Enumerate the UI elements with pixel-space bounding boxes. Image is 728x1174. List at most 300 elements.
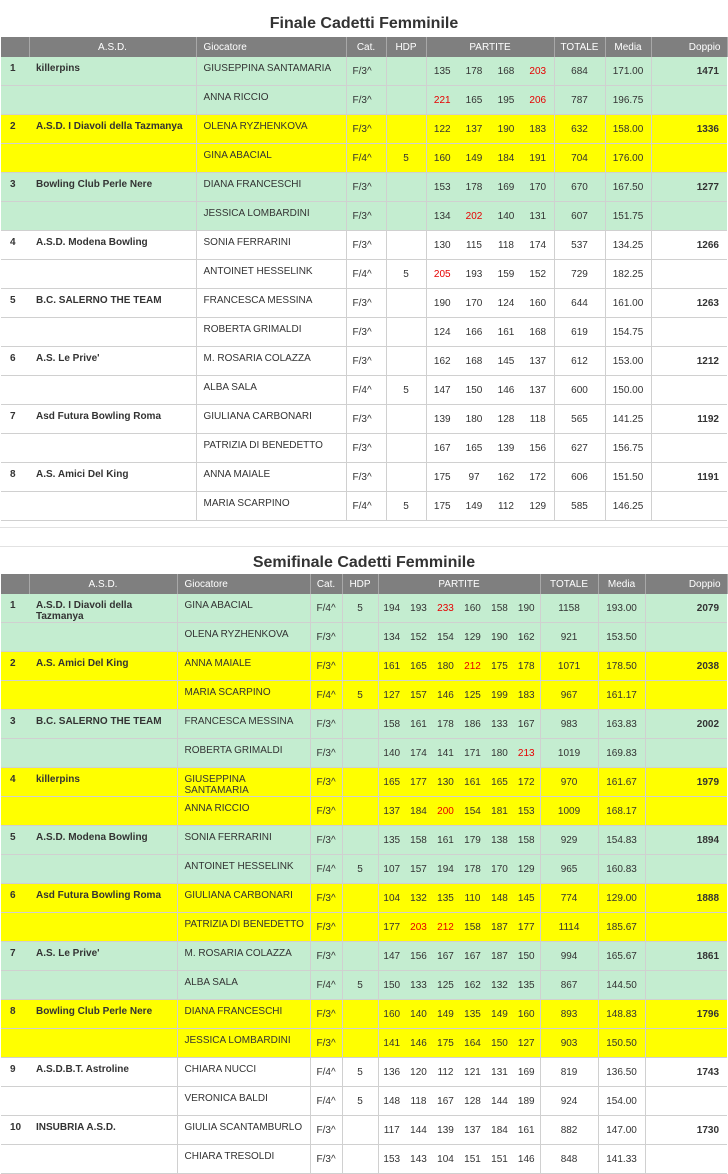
finale-header-row	[1, 37, 727, 57]
team-name: A.S.D. Modena Bowling	[29, 826, 177, 855]
table-row	[1, 681, 727, 710]
player-average: 161.17	[598, 681, 645, 710]
player-average: 144.50	[598, 971, 645, 1000]
game-score: 160	[426, 144, 458, 173]
game-score: 160	[378, 1000, 405, 1029]
team-name: INSUBRIA A.S.D.	[29, 1116, 177, 1145]
team-position	[1, 434, 29, 463]
game-score: 203	[405, 913, 432, 942]
player-name: SONIA FERRARINI	[196, 231, 346, 260]
player-handicap	[386, 57, 426, 86]
team-position: 3	[1, 710, 29, 739]
game-score: 167	[432, 942, 459, 971]
player-category: F/4^	[310, 1087, 342, 1116]
team-position	[1, 376, 29, 405]
player-handicap: 5	[342, 971, 378, 1000]
semifinale-header-doppio: Doppio	[645, 574, 727, 594]
player-handicap	[342, 652, 378, 681]
player-handicap: 5	[342, 1087, 378, 1116]
team-doppio: 1212	[651, 347, 727, 376]
table-row	[1, 202, 727, 231]
player-name: FRANCESCA MESSINA	[196, 289, 346, 318]
game-score: 170	[522, 173, 554, 202]
game-score: 168	[490, 57, 522, 86]
player-category: F/3^	[310, 1145, 342, 1174]
player-category: F/3^	[310, 826, 342, 855]
game-score: 128	[490, 405, 522, 434]
game-score: 158	[486, 594, 513, 623]
team-name: A.S. Amici Del King	[29, 463, 196, 492]
game-score: 158	[405, 826, 432, 855]
team-doppio: 1336	[651, 115, 727, 144]
player-total: 983	[540, 710, 598, 739]
team-name	[29, 260, 196, 289]
player-name: ALBA SALA	[196, 376, 346, 405]
player-total: 924	[540, 1087, 598, 1116]
player-average: 154.00	[598, 1087, 645, 1116]
player-category: F/4^	[310, 855, 342, 884]
player-total: 684	[554, 57, 605, 86]
player-category: F/4^	[310, 594, 342, 623]
player-category: F/3^	[310, 884, 342, 913]
table-row	[1, 376, 727, 405]
player-total: 1019	[540, 739, 598, 768]
player-total: 929	[540, 826, 598, 855]
game-score: 104	[432, 1145, 459, 1174]
game-score: 157	[405, 681, 432, 710]
game-score: 132	[405, 884, 432, 913]
team-name	[29, 86, 196, 115]
player-total: 537	[554, 231, 605, 260]
player-name: GIULIANA CARBONARI	[196, 405, 346, 434]
game-score: 169	[513, 1058, 540, 1087]
player-average: 161.00	[605, 289, 651, 318]
player-total: 585	[554, 492, 605, 521]
game-score: 199	[486, 681, 513, 710]
player-total: 903	[540, 1029, 598, 1058]
game-score: 125	[459, 681, 486, 710]
game-score: 161	[432, 826, 459, 855]
player-category: F/3^	[310, 623, 342, 652]
game-score: 134	[378, 623, 405, 652]
player-average: 150.00	[605, 376, 651, 405]
table-row	[1, 855, 727, 884]
table-row	[1, 768, 727, 797]
player-category: F/3^	[346, 289, 386, 318]
player-total: 787	[554, 86, 605, 115]
team-name: killerpins	[29, 57, 196, 86]
team-doppio	[645, 855, 727, 884]
game-score: 175	[426, 492, 458, 521]
player-handicap	[342, 797, 378, 826]
game-score: 180	[486, 739, 513, 768]
game-score: 175	[426, 463, 458, 492]
player-name: CHIARA NUCCI	[177, 1058, 310, 1087]
player-total: 704	[554, 144, 605, 173]
game-score: 202	[458, 202, 490, 231]
player-name: DIANA FRANCESCHI	[196, 173, 346, 202]
player-category: F/4^	[310, 681, 342, 710]
team-name	[29, 913, 177, 942]
player-total: 632	[554, 115, 605, 144]
game-score: 147	[426, 376, 458, 405]
game-score: 150	[486, 1029, 513, 1058]
table-row	[1, 594, 727, 623]
game-score: 152	[405, 623, 432, 652]
player-total: 607	[554, 202, 605, 231]
player-average: 148.83	[598, 1000, 645, 1029]
game-score: 136	[378, 1058, 405, 1087]
team-position	[1, 739, 29, 768]
game-score: 164	[459, 1029, 486, 1058]
player-category: F/3^	[346, 231, 386, 260]
player-category: F/3^	[346, 434, 386, 463]
game-score: 158	[459, 913, 486, 942]
team-doppio: 1471	[651, 57, 727, 86]
team-doppio: 1192	[651, 405, 727, 434]
player-name: ANNA MAIALE	[196, 463, 346, 492]
player-handicap	[386, 115, 426, 144]
game-score: 177	[513, 913, 540, 942]
semifinale-title: Semifinale Cadetti Femminile	[252, 554, 476, 571]
team-position: 8	[1, 463, 29, 492]
player-total: 867	[540, 971, 598, 1000]
game-score: 213	[513, 739, 540, 768]
player-handicap: 5	[386, 492, 426, 521]
table-row	[1, 913, 727, 942]
game-score: 148	[486, 884, 513, 913]
player-total: 994	[540, 942, 598, 971]
table-row	[1, 1000, 727, 1029]
team-doppio: 1266	[651, 231, 727, 260]
table-row	[1, 434, 727, 463]
game-score: 139	[490, 434, 522, 463]
game-score: 178	[459, 855, 486, 884]
player-name: GIUSEPPINA SANTAMARIA	[196, 57, 346, 86]
game-score: 165	[458, 86, 490, 115]
table-row	[1, 1116, 727, 1145]
game-score: 145	[490, 347, 522, 376]
game-score: 184	[486, 1116, 513, 1145]
player-name: ROBERTA GRIMALDI	[177, 739, 310, 768]
player-name: FRANCESCA MESSINA	[177, 710, 310, 739]
table-row	[1, 1087, 727, 1116]
game-score: 135	[432, 884, 459, 913]
player-average: 185.67	[598, 913, 645, 942]
game-score: 161	[459, 768, 486, 797]
table-row	[1, 347, 727, 376]
game-score: 168	[522, 318, 554, 347]
player-total: 644	[554, 289, 605, 318]
player-category: F/3^	[346, 173, 386, 202]
game-score: 146	[513, 1145, 540, 1174]
game-score: 130	[432, 768, 459, 797]
finale-header-pos	[1, 37, 29, 57]
player-category: F/3^	[310, 739, 342, 768]
team-doppio	[645, 971, 727, 1000]
player-name: DIANA FRANCESCHI	[177, 1000, 310, 1029]
game-score: 129	[513, 855, 540, 884]
game-score: 153	[513, 797, 540, 826]
game-score: 180	[458, 405, 490, 434]
player-handicap	[342, 1145, 378, 1174]
team-doppio	[651, 144, 727, 173]
team-position: 6	[1, 347, 29, 376]
finale-table	[1, 37, 728, 521]
team-position: 4	[1, 231, 29, 260]
game-score: 160	[459, 594, 486, 623]
game-score: 190	[513, 594, 540, 623]
game-score: 110	[459, 884, 486, 913]
game-score: 212	[432, 913, 459, 942]
team-doppio	[651, 86, 727, 115]
game-score: 154	[459, 797, 486, 826]
team-position: 5	[1, 826, 29, 855]
team-position	[1, 144, 29, 173]
team-name	[29, 202, 196, 231]
table-row	[1, 492, 727, 521]
game-score: 154	[432, 623, 459, 652]
table-row	[1, 942, 727, 971]
game-score: 177	[378, 913, 405, 942]
game-score: 149	[486, 1000, 513, 1029]
game-score: 212	[459, 652, 486, 681]
player-handicap	[342, 739, 378, 768]
game-score: 128	[459, 1087, 486, 1116]
table-row	[1, 826, 727, 855]
player-handicap: 5	[342, 594, 378, 623]
semifinale-header-partite: PARTITE	[378, 574, 540, 594]
player-name: ROBERTA GRIMALDI	[196, 318, 346, 347]
game-score: 159	[490, 260, 522, 289]
player-average: 158.00	[605, 115, 651, 144]
game-score: 194	[432, 855, 459, 884]
game-score: 162	[426, 347, 458, 376]
game-score: 165	[378, 768, 405, 797]
game-score: 184	[490, 144, 522, 173]
game-score: 172	[513, 768, 540, 797]
game-score: 127	[378, 681, 405, 710]
team-name	[29, 1087, 177, 1116]
game-score: 194	[378, 594, 405, 623]
game-score: 170	[458, 289, 490, 318]
player-average: 160.83	[598, 855, 645, 884]
player-total: 921	[540, 623, 598, 652]
game-score: 139	[426, 405, 458, 434]
game-score: 132	[486, 971, 513, 1000]
game-score: 160	[522, 289, 554, 318]
team-name	[29, 144, 196, 173]
game-score: 193	[458, 260, 490, 289]
player-average: 147.00	[598, 1116, 645, 1145]
game-score: 137	[458, 115, 490, 144]
team-position: 2	[1, 115, 29, 144]
table-row	[1, 115, 727, 144]
game-score: 115	[458, 231, 490, 260]
team-position: 2	[1, 652, 29, 681]
game-score: 168	[458, 347, 490, 376]
table-row	[1, 463, 727, 492]
team-name: A.S.D.B.T. Astroline	[29, 1058, 177, 1087]
table-row	[1, 1058, 727, 1087]
team-position	[1, 1087, 29, 1116]
game-score: 118	[405, 1087, 432, 1116]
semifinale-header-totale: TOTALE	[540, 574, 598, 594]
player-handicap	[386, 202, 426, 231]
player-name: ANTOINET HESSELINK	[177, 855, 310, 884]
team-doppio: 1861	[645, 942, 727, 971]
player-category: F/4^	[346, 492, 386, 521]
game-score: 124	[426, 318, 458, 347]
game-score: 134	[426, 202, 458, 231]
game-score: 161	[490, 318, 522, 347]
team-name: B.C. SALERNO THE TEAM	[29, 289, 196, 318]
semifinale-header-hdp: HDP	[342, 574, 378, 594]
team-name: killerpins	[29, 768, 177, 797]
player-handicap	[342, 942, 378, 971]
game-score: 175	[486, 652, 513, 681]
player-name: ALBA SALA	[177, 971, 310, 1000]
player-average: 154.83	[598, 826, 645, 855]
table-row	[1, 173, 727, 202]
player-category: F/3^	[310, 710, 342, 739]
player-total: 774	[540, 884, 598, 913]
game-score: 183	[522, 115, 554, 144]
game-score: 139	[432, 1116, 459, 1145]
game-score: 130	[426, 231, 458, 260]
game-score: 104	[378, 884, 405, 913]
team-name: A.S. Le Prive'	[29, 942, 177, 971]
team-name	[29, 797, 177, 826]
game-score: 167	[513, 710, 540, 739]
player-total: 965	[540, 855, 598, 884]
player-handicap	[342, 623, 378, 652]
team-doppio	[651, 492, 727, 521]
finale-header-media: Media	[605, 37, 651, 57]
game-score: 180	[432, 652, 459, 681]
player-average: 151.50	[605, 463, 651, 492]
team-doppio	[651, 318, 727, 347]
game-score: 131	[522, 202, 554, 231]
section-separator	[0, 527, 728, 547]
game-score: 140	[490, 202, 522, 231]
team-position	[1, 1029, 29, 1058]
team-name	[29, 318, 196, 347]
player-name: ANNA RICCIO	[177, 797, 310, 826]
player-average: 196.75	[605, 86, 651, 115]
player-name: CHIARA TRESOLDI	[177, 1145, 310, 1174]
game-score: 129	[522, 492, 554, 521]
team-name	[29, 1145, 177, 1174]
game-score: 143	[405, 1145, 432, 1174]
game-score: 195	[490, 86, 522, 115]
game-score: 161	[405, 710, 432, 739]
player-average: 163.83	[598, 710, 645, 739]
team-name: B.C. SALERNO THE TEAM	[29, 710, 177, 739]
game-score: 140	[405, 1000, 432, 1029]
game-score: 147	[378, 942, 405, 971]
player-category: F/4^	[310, 1058, 342, 1087]
game-score: 158	[378, 710, 405, 739]
game-score: 156	[405, 942, 432, 971]
team-doppio	[645, 681, 727, 710]
player-handicap	[386, 318, 426, 347]
finale-header-giocatore: Giocatore	[196, 37, 346, 57]
game-score: 191	[522, 144, 554, 173]
game-score: 178	[513, 652, 540, 681]
game-score: 112	[490, 492, 522, 521]
game-score: 206	[522, 86, 554, 115]
team-doppio	[651, 202, 727, 231]
team-name	[29, 434, 196, 463]
player-total: 670	[554, 173, 605, 202]
team-doppio: 1894	[645, 826, 727, 855]
finale-header-cat: Cat.	[346, 37, 386, 57]
player-handicap	[386, 289, 426, 318]
table-row	[1, 260, 727, 289]
table-row	[1, 797, 727, 826]
game-score: 178	[458, 173, 490, 202]
game-score: 133	[405, 971, 432, 1000]
team-doppio	[651, 260, 727, 289]
player-handicap	[386, 347, 426, 376]
game-score: 145	[513, 884, 540, 913]
player-name: SONIA FERRARINI	[177, 826, 310, 855]
player-name: M. ROSARIA COLAZZA	[177, 942, 310, 971]
game-score: 151	[486, 1145, 513, 1174]
game-score: 161	[513, 1116, 540, 1145]
game-score: 193	[405, 594, 432, 623]
player-name: JESSICA LOMBARDINI	[177, 1029, 310, 1058]
player-name: MARIA SCARPINO	[177, 681, 310, 710]
table-row	[1, 405, 727, 434]
game-score: 107	[378, 855, 405, 884]
team-name	[29, 1029, 177, 1058]
team-name	[29, 681, 177, 710]
player-total: 848	[540, 1145, 598, 1174]
table-row	[1, 623, 727, 652]
player-name: PATRIZIA DI BENEDETTO	[177, 913, 310, 942]
team-doppio: 2079	[645, 594, 727, 623]
game-score: 146	[405, 1029, 432, 1058]
team-doppio: 1743	[645, 1058, 727, 1087]
team-doppio	[645, 913, 727, 942]
game-score: 205	[426, 260, 458, 289]
game-score: 167	[426, 434, 458, 463]
player-category: F/4^	[310, 971, 342, 1000]
game-score: 190	[426, 289, 458, 318]
player-name: OLENA RYZHENKOVA	[177, 623, 310, 652]
game-score: 162	[459, 971, 486, 1000]
game-score: 141	[378, 1029, 405, 1058]
table-row	[1, 231, 727, 260]
player-average: 167.50	[605, 173, 651, 202]
game-score: 165	[458, 434, 490, 463]
game-score: 150	[458, 376, 490, 405]
player-name: PATRIZIA DI BENEDETTO	[196, 434, 346, 463]
team-doppio	[645, 1145, 727, 1174]
game-score: 190	[490, 115, 522, 144]
game-score: 151	[459, 1145, 486, 1174]
player-average: 165.67	[598, 942, 645, 971]
team-name	[29, 971, 177, 1000]
player-name: GINA ABACIAL	[196, 144, 346, 173]
player-average: 146.25	[605, 492, 651, 521]
player-handicap: 5	[386, 260, 426, 289]
team-position	[1, 681, 29, 710]
team-doppio	[645, 623, 727, 652]
team-position	[1, 623, 29, 652]
